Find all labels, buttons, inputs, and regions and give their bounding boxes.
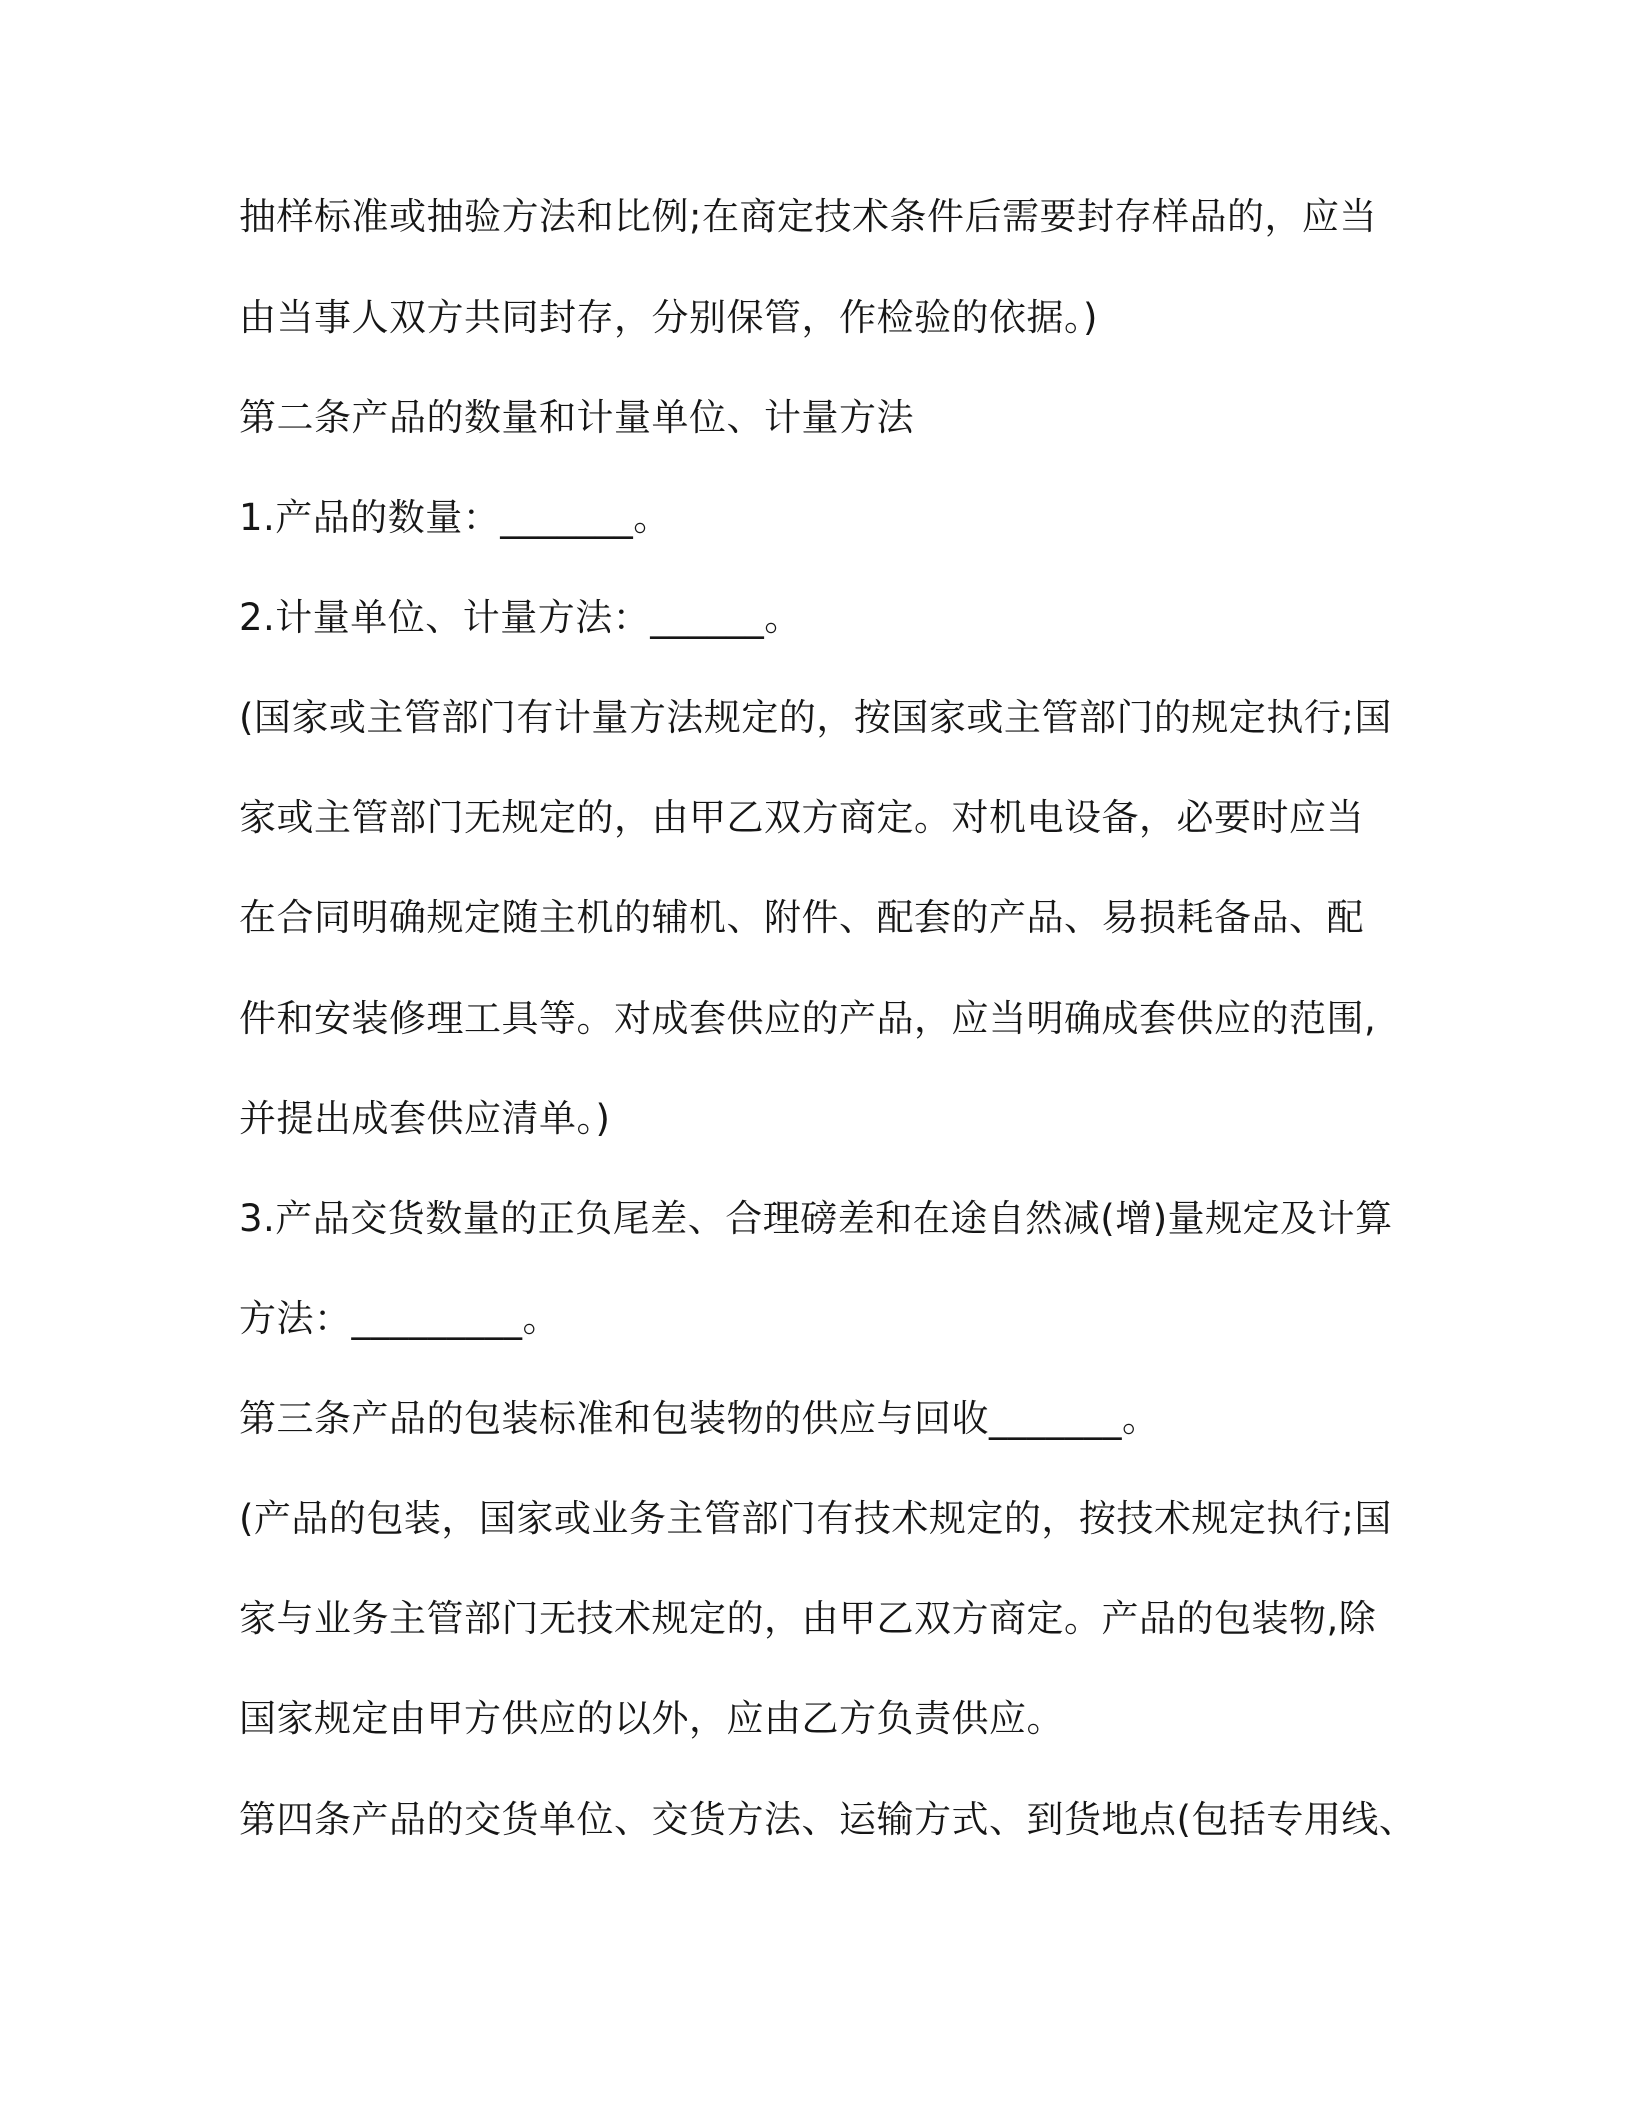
text-line: 并提出成套供应清单。) xyxy=(239,1097,611,1140)
text-line: 国家规定由甲方供应的以外，应由乙方负责供应。 xyxy=(239,1697,1064,1740)
text-line: 家或主管部门无规定的，由甲乙双方商定。对机电设备，必要时应当 xyxy=(239,796,1364,839)
text-line: (产品的包装，国家或业务主管部门有技术规定的，按技术规定执行;国 xyxy=(239,1497,1392,1540)
text-line: 抽样标准或抽验方法和比例;在商定技术条件后需要封存样品的，应当 xyxy=(239,195,1377,238)
text-line: 方法：_________。 xyxy=(239,1297,560,1340)
text-line: 件和安装修理工具等。对成套供应的产品，应当明确成套供应的范围, xyxy=(239,997,1377,1040)
text-line: 在合同明确规定随主机的辅机、附件、配套的产品、易损耗备品、配 xyxy=(239,896,1364,939)
text-line: 由当事人双方共同封存，分别保管，作检验的依据。) xyxy=(239,296,1098,339)
text-line: 2.计量单位、计量方法：______。 xyxy=(239,596,802,639)
text-line: 1.产品的数量：_______。 xyxy=(239,496,671,539)
article-heading: 第三条产品的包装标准和包装物的供应与回收_______。 xyxy=(239,1397,1160,1440)
text-line: 家与业务主管部门无技术规定的，由甲乙双方商定。产品的包装物,除 xyxy=(239,1597,1377,1640)
article-heading: 第四条产品的交货单位、交货方法、运输方式、到货地点(包括专用线、 xyxy=(239,1798,1417,1841)
text-line: (国家或主管部门有计量方法规定的，按国家或主管部门的规定执行;国 xyxy=(239,696,1392,739)
text-line: 3.产品交货数量的正负尾差、合理磅差和在途自然减(增)量规定及计算 xyxy=(239,1197,1393,1240)
article-heading: 第二条产品的数量和计量单位、计量方法 xyxy=(239,396,914,439)
